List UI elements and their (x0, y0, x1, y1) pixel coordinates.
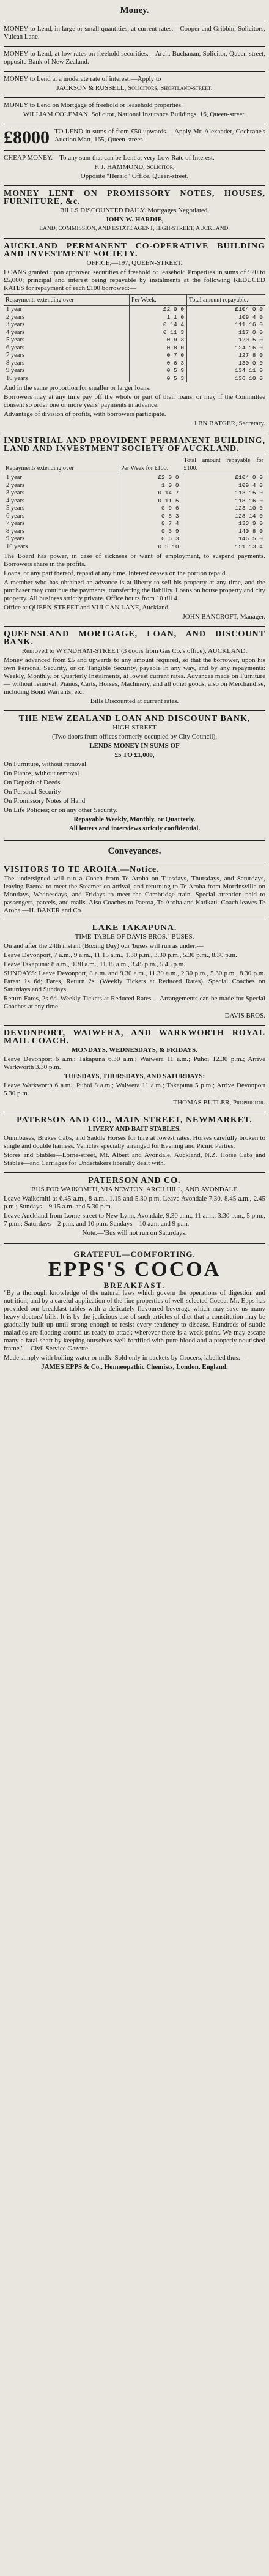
ad-headline: PATERSON AND CO. (88, 1176, 181, 1185)
ad-list-item: On Personal Security (4, 788, 61, 795)
ad-text: On and after the 24th instant (Boxing Day) our 'buses will run as under:— (4, 942, 204, 950)
table-cell-amount: 0 11 5 (119, 497, 182, 505)
ad-text: The Board has power, in case of sickness or want of employment, to suspend payments. Borrowers share in the profits. (4, 553, 265, 568)
divider (4, 710, 265, 711)
ad-signature: J BN BATGER, Secretary. (194, 420, 265, 427)
ad-office: OFFICE,—197, QUEEN-STREET. (86, 259, 183, 267)
ad-address: HIGH-STREET (112, 724, 157, 731)
divider (4, 71, 265, 72)
table-cell-amount: 0 5 10 (119, 543, 182, 551)
divider (4, 1172, 265, 1173)
table-cell-amount: 0 14 7 (119, 490, 182, 497)
table-cell-term: 8 years (6, 527, 25, 535)
table-cell-amount: 0 11 3 (129, 329, 186, 337)
table-cell-amount: 0 7 0 (129, 352, 186, 360)
table-cell-term: 10 years (6, 543, 28, 550)
ad-text: Leave Waikomiti at 6.45 a.m., 8 a.m., 1.15 and 5.30 p.m. Leave Avondale 7.30, 8.45 a.m., 2.45 p.m.; Sundays—9.15 a.m. and 5.30 p.m. (4, 1195, 265, 1210)
divider (4, 1243, 265, 1245)
table-row (4, 360, 265, 368)
table-cell-amount: 130 0 0 (187, 360, 265, 368)
table-cell-amount: 0 8 3 (119, 513, 182, 521)
ad-headline: MONEY LENT ON PROMISSORY NOTES, HOUSES, FURNITURE, &c. (4, 189, 265, 206)
table-cell-term: 7 years (6, 352, 25, 359)
table-cell-term: 9 years (6, 535, 25, 542)
ad-text: A member who has obtained an advance is at liberty to sell his property at any time, and the purchaser may continue the payments, transferring the liability. Loans on house property and city property. All business strictly private. Office hours from 10 till 4. (4, 579, 265, 602)
ad-headline: DEVONPORT, WAIWERA, AND WARKWORTH ROYAL MAIL COACH. (4, 1029, 265, 1046)
ad-paterson-livery (4, 1115, 265, 1170)
divider (4, 238, 265, 239)
table-cell-term: 5 years (6, 505, 25, 512)
table-row (4, 497, 265, 505)
ad-nz-loan-discount (4, 713, 265, 835)
table-cell-term: 5 years (6, 337, 25, 343)
ad-text: Repayable Weekly, Monthly, or Quarterly. (73, 816, 196, 823)
ad-text: "By a thorough knowledge of the natural laws which govern the operations of digestion and nutrition, and by a careful application of the fine properties of well-selected Cocoa, Mr. Epps has provided our breakfast tables with a delicately flavoured beverage which may save us many heavy doctors' bills. It is by the judicious use of such articles of diet that a constitution may be gradually built up until strong enough to resist every tendency to disease. Hundreds of subtle maladies are floating around us ready to attack wherever there is a weak point. We may escape many a fatal shaft by keeping ourselves well fortified with pure blood and a properly nourished frame."—Civil Service Gazette. (4, 1289, 265, 1352)
ad-text: Made simply with boiling water or milk. Sold only in packets by Grocers, labelled thus:— (4, 1354, 247, 1361)
table-cell-amount: 0 6 3 (129, 360, 186, 368)
table-header: Total amount repayable for £100. (182, 455, 265, 474)
ad-headline: PATERSON AND CO., MAIN STREET, NEWMARKET. (17, 1115, 252, 1125)
ad-signature: WILLIAM COLEMAN, Solicitor, National Insurance Buildings, 16, Queen-street. (23, 111, 246, 118)
ad-subhead: BREAKFAST. (103, 1281, 166, 1290)
money-heading: Money. (120, 6, 149, 15)
table-cell-term: 4 years (6, 329, 25, 336)
divider (4, 185, 265, 186)
ad-subhead: TIME-TABLE OF DAVIS BROS.' 'BUSES. (75, 933, 194, 940)
table-cell-amount: 120 5 0 (187, 337, 265, 344)
ad-headline: LAKE TAKAPUNA. (92, 923, 177, 932)
ad-epps-cocoa (4, 1249, 265, 1374)
ad-signature: JAMES EPPS & Co., Homœopathic Chemists, London, England. (41, 1363, 228, 1371)
ad-signature: DAVIS BROS. (224, 1012, 265, 1019)
ad-text: MONEY to Lend, in large or small quantities, at current rates.—Cooper and Gribbin, Solicitors, Vulcan Lane. (4, 25, 265, 40)
table-cell-amount: 0 8 0 (129, 344, 186, 352)
ad-alexander-8000 (4, 127, 265, 147)
ad-headline: VISITORS TO TE AROHA.—Notice. (4, 865, 160, 874)
table-header: Repayments extending over (4, 295, 129, 306)
table-cell-amount: 0 9 6 (119, 505, 182, 513)
ad-text: Leave Devonport, 7 a.m., 9 a.m., 11.15 a.m., 1.30 p.m., 3.30 p.m., 5.30 p.m., 8.30 p.m. (4, 951, 237, 959)
table-row (4, 321, 265, 329)
ad-text: Loans, or any part thereof, repaid at any time. Interest ceases on the portion repaid. (4, 570, 227, 577)
ad-text: Omnibuses, Brakes Cabs, and Saddle Horses for hire at lowest rates. Horses carefully broken to single and double harness. Vehicles specially arranged for Evening and Picnic Parties. (4, 1134, 265, 1150)
ad-signature: JOHN BANCROFT, Manager. (182, 613, 265, 620)
table-cell-amount: 0 6 3 (119, 535, 182, 543)
table-cell-term: 3 years (6, 321, 25, 328)
table-cell-term: 9 years (6, 367, 25, 374)
table-row (4, 528, 265, 536)
table-cell-term: 1 year (6, 306, 22, 313)
table-row (4, 520, 265, 528)
table-cell-amount: 0 5 9 (129, 367, 186, 375)
table-row (4, 367, 265, 375)
ad-subhead: LIVERY AND BAIT STABLES. (88, 1125, 181, 1133)
ad-text: MONEY to Lend, at low rates on freehold securities.—Arch. Buchanan, Solicitor, Queen-street, opposite Bank of New Zealand. (4, 50, 265, 65)
ad-text: LENDS MONEY IN SUMS OF (89, 742, 180, 750)
table-cell-amount: 0 7 4 (119, 520, 182, 528)
table-cell-amount: 140 8 0 (182, 528, 265, 536)
table-row (4, 375, 265, 383)
ad-logo: EPPS'S COCOA (48, 1258, 221, 1281)
ad-text: TO LEND in sums of from £50 upwards.—Apply Mr. Alexander, Cochrane's Auction Mart, 165, Queen-street. (54, 128, 265, 143)
table-cell-term: 10 years (6, 374, 28, 382)
ad-amount: £8000 (4, 127, 50, 147)
ad-text: Leave Warkworth 6 a.m.; Puhoi 8 a.m.; Waiwera 11 a.m.; Takapuna 5 p.m.; Arrive Devonport 5.30 p.m. (4, 1082, 265, 1097)
divider (4, 626, 265, 627)
table-cell-term: 2 years (6, 482, 25, 489)
table-cell-amount: 1 1 0 (129, 314, 186, 322)
table-row (4, 482, 265, 490)
table-cell-amount: £2 0 0 (119, 474, 182, 482)
table-cell-amount: 146 5 0 (182, 535, 265, 543)
ad-list-item: On Furniture, without removal (4, 761, 87, 768)
table-row (4, 314, 265, 322)
ad-list-item: On Promissory Notes of Hand (4, 797, 86, 805)
ad-text: SUNDAYS: Leave Devonport, 8 a.m. and 9.30 a.m., 11.30 a.m., 2.30 p.m., 5.30 p.m., 8.30 p.m. Fares: 1s 6d; Fares, Return 2s. (Weekly Tickets at Reduced Rates). Special Coaches on Saturdays and Sundays. (4, 970, 265, 993)
ad-text: All letters and interviews strictly confidential. (68, 825, 201, 832)
ad-signature: JOHN W. HARDIE, (105, 216, 164, 223)
divider (4, 1025, 265, 1026)
table-cell-amount: 134 11 0 (187, 367, 265, 375)
table-row (4, 535, 265, 543)
table-header: Per Week. (129, 295, 186, 306)
table-cell-amount: £104 0 0 (182, 474, 265, 482)
ad-text: (Two doors from offices formerly occupied by City Council), (52, 733, 217, 740)
table-cell-amount: 123 10 0 (182, 505, 265, 513)
table-cell-amount: 111 16 0 (187, 321, 265, 329)
table-cell-amount: 136 10 0 (187, 375, 265, 383)
table-cell-amount: £104 0 0 (187, 306, 265, 314)
table-cell-amount: 113 15 0 (182, 490, 265, 497)
table-cell-amount: 151 13 4 (182, 543, 265, 551)
ad-text: And in the same proportion for smaller or larger loans. (4, 384, 151, 392)
table-cell-term: 1 year (6, 474, 22, 481)
ad-lake-takapuna (4, 923, 265, 1022)
conveyances-heading: Conveyances. (108, 846, 161, 856)
ad-list-item: On Pianos, without removal (4, 770, 79, 777)
table-row (4, 505, 265, 513)
table-cell-amount: 118 16 0 (182, 497, 265, 505)
ad-text: BILLS DISCOUNTED DAILY. Mortgages Negotiated. (59, 207, 210, 214)
table-cell-amount: 0 14 4 (129, 321, 186, 329)
table-header: Total amount repayable. (187, 295, 265, 306)
table-row (4, 490, 265, 497)
table-row (4, 543, 265, 551)
divider (4, 839, 265, 841)
table-cell-term: 6 years (6, 344, 25, 351)
table-row (4, 352, 265, 360)
ad-headline: AUCKLAND PERMANENT CO-OPERATIVE BUILDING AND INVESTMENT SOCIETY. (4, 242, 265, 259)
table-cell-amount: 109 4 0 (182, 482, 265, 490)
ad-address: Removed to WYNDHAM-STREET (3 doors from Gas Co.'s office), AUCKLAND. (21, 647, 248, 655)
table-cell-amount: 1 0 0 (119, 482, 182, 490)
ad-subhead: 'BUS FOR WAIKOMITI, VIA NEWTON, ARCH HILL, AND AVONDALE. (30, 1186, 239, 1193)
ad-industrial-provident (4, 436, 265, 624)
table-header: Repayments extending over (4, 455, 119, 474)
table-row (4, 306, 265, 314)
ad-text: CHEAP MONEY.—To any sum that can be Lent at very Low Rate of Interest. (4, 154, 215, 162)
ad-signature: THOMAS BUTLER, Proprietor. (173, 1099, 265, 1106)
ad-cooper-gribbin (4, 24, 265, 43)
ad-list-item: On Deposit of Deeds (4, 779, 61, 786)
divider (4, 150, 265, 151)
table-cell-term: 2 years (6, 313, 25, 321)
ad-buchanan (4, 49, 265, 69)
table-row (4, 513, 265, 521)
ad-subhead: TUESDAYS, THURSDAYS, AND SATURDAYS: (64, 1073, 205, 1080)
table-cell-amount: 0 9 3 (129, 337, 186, 344)
table-cell-amount: 0 6 9 (119, 528, 182, 536)
ad-text: Leave Takapuna: 8 a.m., 9.30 a.m., 11.15 a.m., 3.45 p.m., 5.45 p.m. (4, 961, 186, 968)
ad-text: Leave Devonport 6 a.m.: Takapuna 6.30 a.m.; Waiwera 11 a.m.; Puhoi 12.30 p.m.; Arrive Warkworth 3.30 p.m. (4, 1055, 265, 1071)
ad-headline: INDUSTRIAL AND PROVIDENT PERMANENT BUILDING, LAND AND INVESTMENT SOCIETY OF AUCKLAND. (4, 436, 265, 453)
ad-address: LAND, COMMISSION, AND ESTATE AGENT, HIGH-STREET, AUCKLAND. (39, 226, 230, 232)
ad-coleman (4, 100, 265, 121)
table-cell-amount: 128 14 0 (182, 513, 265, 521)
table-cell-amount: 124 16 0 (187, 344, 265, 352)
ad-text: The undersigned will run a Coach from Te Aroha on Tuesdays, Thursdays, and Saturdays, leaving Paeroa to meet the Steamer on arrival, and returning to Te Aroha from Morrinsville on Mondays, Wednesdays, and Fridays to meet the Cambridge train. Special attention paid to passengers, parcels, and mails. Also Coaches to Paeroa, Te Aroha and Katikati. Coach leaves Te Aroha.—H. BAKER and Co. (4, 875, 265, 914)
ad-signature: JACKSON & RUSSELL, Solicitors, Shortland-street. (56, 84, 213, 92)
table-cell-term: 7 years (6, 520, 25, 527)
ad-headline: THE NEW ZEALAND LOAN AND DISCOUNT BANK, (18, 714, 251, 723)
table-cell-term: 4 years (6, 497, 25, 504)
table-cell-term: 6 years (6, 512, 25, 519)
ad-queensland-mortgage (4, 629, 265, 708)
ad-text: £5 TO £1,000, (114, 751, 155, 759)
ad-text: Leave Auckland from Lorne-street to New Lynn, Avondale, 9.30 a.m., 11 a.m., 3.30 p.m., 5 p.m., 7 p.m.; Saturdays—2 p.m. and 10 p.m. Sundays—10 a.m. and 9 p.m. (4, 1212, 265, 1227)
ad-auckland-permanent (4, 241, 265, 430)
divider (4, 46, 265, 47)
ad-text: Return Fares, 2s 6d. Weekly Tickets at Reduced Rates.—Arrangements can be made for Special Coaches at any time. (4, 995, 265, 1010)
ad-headline: QUEENSLAND MORTGAGE, LOAN, AND DISCOUNT BANK. (4, 630, 265, 647)
table-cell-term: 8 years (6, 359, 25, 367)
ad-address: Opposite "Herald" Office, Queen-street. (80, 173, 189, 180)
ad-signature: F. J. HAMMOND, Solicitor, (94, 163, 175, 171)
table-row (4, 337, 265, 344)
table-row (4, 329, 265, 337)
ad-te-aroha-coach (4, 865, 265, 917)
repayment-table (4, 294, 265, 382)
ad-subhead: MONDAYS, WEDNESDAYS, & FRIDAYS. (72, 1046, 197, 1054)
ad-text: Office at QUEEN-STREET and VULCAN LANE, Auckland. (4, 604, 170, 611)
table-header: Per Week for £100. (119, 455, 182, 474)
table-row (4, 474, 265, 482)
divider (4, 97, 265, 98)
table-row (4, 344, 265, 352)
ad-text: MONEY to Lend at a moderate rate of interest.—Apply to (4, 75, 161, 83)
table-cell-term: 3 years (6, 490, 25, 496)
ad-hardie (4, 188, 265, 236)
table-cell-amount: 109 4 0 (187, 314, 265, 322)
ad-headline: GRATEFUL—COMFORTING. (73, 1249, 196, 1259)
ad-list-item: On Life Policies; or on any other Security. (4, 806, 118, 814)
table-cell-amount: 0 5 3 (129, 375, 186, 383)
ad-jackson-russell (4, 74, 265, 95)
ad-text: MONEY to Lend on Mortgage of freehold or leasehold properties. (4, 102, 183, 109)
table-cell-amount: £2 0 0 (129, 306, 186, 314)
ad-text: Stores and Stables—Lorne-street, Mt. Albert and Avondale, Auckland, N.Z. Horse Cabs and Stables—and Carriages for Undertakers liberally dealt with. (4, 1152, 265, 1167)
ad-text: Money advanced from £5 and upwards to any amount required, so that the borrower, upon his own Personal Security, or on Tangible Security, payable in any way, and by any repayments: Weekly, Monthly, or Quarterly Instalments, at lowest current rates. Advances made on Furniture — without removal, Pianos, Carts, Horses, Machinery, and all other goods; also on Merchandise, including Bond Warrants, etc. (4, 657, 265, 696)
ad-text: Note.—'Bus will not run on Saturdays. (82, 1229, 187, 1237)
ad-text: Borrowers may at any time pay off the whole or part of their loans, or may if the Committee consent so order one or more years' payments in advance. (4, 393, 265, 409)
table-cell-amount: 117 0 0 (187, 329, 265, 337)
newspaper-column (2, 0, 267, 1374)
ad-devonport-waiwera (4, 1028, 265, 1109)
ad-text: LOANS granted upon approved securities of freehold or leasehold Properties in sums of £20 to £5,000; principal and interest being repayable by instalments at the following REDUCED RATES for repayment of each £100 borrowed:— (4, 269, 265, 292)
ad-text: Advantage of division of profits, with borrowers participate. (4, 411, 166, 418)
table-cell-amount: 133 9 0 (182, 520, 265, 528)
ad-text: Bills Discounted at current rates. (90, 698, 179, 705)
ad-hammond (4, 153, 265, 183)
table-cell-amount: 127 8 0 (187, 352, 265, 360)
repayment-table (4, 455, 265, 551)
ad-paterson-bus (4, 1175, 265, 1240)
